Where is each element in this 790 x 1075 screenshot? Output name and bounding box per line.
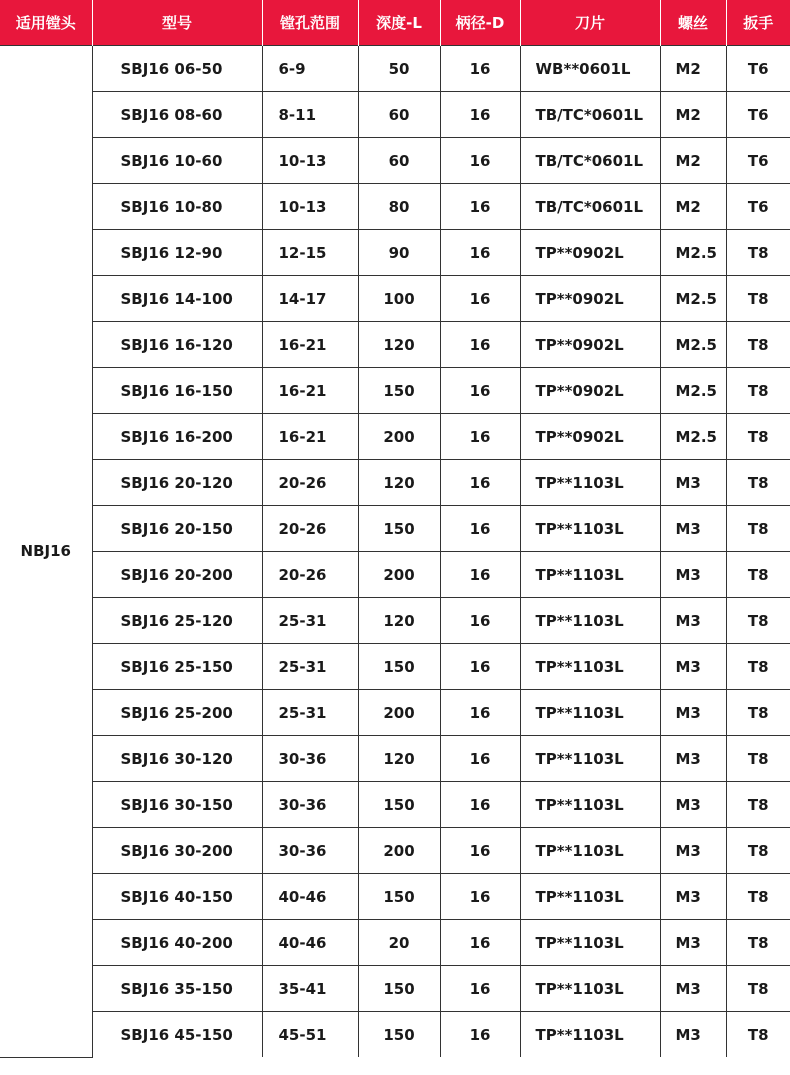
depth-cell: 120 <box>358 460 440 506</box>
depth-cell: 150 <box>358 368 440 414</box>
bore-range-cell: 10-13 <box>262 138 358 184</box>
wrench-cell: T8 <box>726 552 790 598</box>
boring-head-group-cell: NBJ16 <box>0 46 92 1058</box>
table-row <box>0 322 790 368</box>
bore-range-cell: 14-17 <box>262 276 358 322</box>
screw-cell: M3 <box>660 736 726 782</box>
screw-cell: M3 <box>660 966 726 1012</box>
insert-cell: TP**1103L <box>520 460 660 506</box>
shank-diameter-cell: 16 <box>440 782 520 828</box>
bore-range-cell: 30-36 <box>262 782 358 828</box>
depth-cell: 200 <box>358 690 440 736</box>
model-cell: SBJ16 30-120 <box>92 736 262 782</box>
insert-cell: TP**0902L <box>520 368 660 414</box>
screw-cell: M3 <box>660 460 726 506</box>
model-cell: SBJ16 06-50 <box>92 46 262 92</box>
bore-range-cell: 20-26 <box>262 552 358 598</box>
insert-cell: TP**1103L <box>520 1012 660 1058</box>
header-shank-diameter: 柄径-D <box>440 0 520 46</box>
shank-diameter-cell: 16 <box>440 138 520 184</box>
insert-cell: TP**1103L <box>520 782 660 828</box>
bore-range-cell: 30-36 <box>262 736 358 782</box>
screw-cell: M3 <box>660 782 726 828</box>
model-cell: SBJ16 40-150 <box>92 874 262 920</box>
bore-range-cell: 40-46 <box>262 920 358 966</box>
bore-range-cell: 8-11 <box>262 92 358 138</box>
screw-cell: M2.5 <box>660 322 726 368</box>
insert-cell: TP**1103L <box>520 874 660 920</box>
depth-cell: 120 <box>358 598 440 644</box>
model-cell: SBJ16 14-100 <box>92 276 262 322</box>
table-row <box>0 276 790 322</box>
table-row <box>0 460 790 506</box>
depth-cell: 150 <box>358 644 440 690</box>
shank-diameter-cell: 16 <box>440 690 520 736</box>
header-insert: 刀片 <box>520 0 660 46</box>
shank-diameter-cell: 16 <box>440 460 520 506</box>
model-cell: SBJ16 10-60 <box>92 138 262 184</box>
header-boring-head: 适用镗头 <box>0 0 92 46</box>
bore-range-cell: 35-41 <box>262 966 358 1012</box>
shank-diameter-cell: 16 <box>440 874 520 920</box>
depth-cell: 200 <box>358 828 440 874</box>
insert-cell: TB/TC*0601L <box>520 138 660 184</box>
table-row <box>0 46 790 92</box>
wrench-cell: T8 <box>726 874 790 920</box>
screw-cell: M2.5 <box>660 414 726 460</box>
bore-range-cell: 45-51 <box>262 1012 358 1058</box>
wrench-cell: T8 <box>726 460 790 506</box>
wrench-cell: T6 <box>726 184 790 230</box>
wrench-cell: T8 <box>726 644 790 690</box>
shank-diameter-cell: 16 <box>440 368 520 414</box>
table-row <box>0 874 790 920</box>
screw-cell: M3 <box>660 874 726 920</box>
depth-cell: 200 <box>358 552 440 598</box>
bore-range-cell: 10-13 <box>262 184 358 230</box>
table-row <box>0 644 790 690</box>
shank-diameter-cell: 16 <box>440 184 520 230</box>
depth-cell: 150 <box>358 506 440 552</box>
bore-range-cell: 12-15 <box>262 230 358 276</box>
insert-cell: TP**1103L <box>520 736 660 782</box>
header-row <box>0 0 790 46</box>
table-row <box>0 414 790 460</box>
depth-cell: 150 <box>358 966 440 1012</box>
bore-range-cell: 20-26 <box>262 506 358 552</box>
wrench-cell: T6 <box>726 46 790 92</box>
table-row <box>0 782 790 828</box>
insert-cell: TP**0902L <box>520 276 660 322</box>
bore-range-cell: 25-31 <box>262 598 358 644</box>
shank-diameter-cell: 16 <box>440 92 520 138</box>
insert-cell: WB**0601L <box>520 46 660 92</box>
model-cell: SBJ16 25-120 <box>92 598 262 644</box>
wrench-cell: T8 <box>726 920 790 966</box>
table-row <box>0 230 790 276</box>
bore-range-cell: 30-36 <box>262 828 358 874</box>
wrench-cell: T8 <box>726 414 790 460</box>
screw-cell: M3 <box>660 552 726 598</box>
shank-diameter-cell: 16 <box>440 230 520 276</box>
depth-cell: 60 <box>358 138 440 184</box>
table-row <box>0 598 790 644</box>
model-cell: SBJ16 16-200 <box>92 414 262 460</box>
shank-diameter-cell: 16 <box>440 506 520 552</box>
screw-cell: M3 <box>660 690 726 736</box>
insert-cell: TP**1103L <box>520 828 660 874</box>
insert-cell: TP**1103L <box>520 552 660 598</box>
insert-cell: TP**1103L <box>520 966 660 1012</box>
screw-cell: M2 <box>660 46 726 92</box>
wrench-cell: T6 <box>726 138 790 184</box>
depth-cell: 150 <box>358 874 440 920</box>
wrench-cell: T8 <box>726 368 790 414</box>
model-cell: SBJ16 40-200 <box>92 920 262 966</box>
table-body <box>0 46 790 1058</box>
shank-diameter-cell: 16 <box>440 46 520 92</box>
screw-cell: M3 <box>660 506 726 552</box>
shank-diameter-cell: 16 <box>440 598 520 644</box>
insert-cell: TP**1103L <box>520 598 660 644</box>
insert-cell: TP**1103L <box>520 506 660 552</box>
model-cell: SBJ16 20-120 <box>92 460 262 506</box>
model-cell: SBJ16 16-150 <box>92 368 262 414</box>
header-screw: 螺丝 <box>660 0 726 46</box>
insert-cell: TB/TC*0601L <box>520 184 660 230</box>
model-cell: SBJ16 25-150 <box>92 644 262 690</box>
depth-cell: 100 <box>358 276 440 322</box>
table-row <box>0 828 790 874</box>
screw-cell: M2 <box>660 138 726 184</box>
header-wrench: 扳手 <box>726 0 790 46</box>
wrench-cell: T8 <box>726 966 790 1012</box>
screw-cell: M2.5 <box>660 276 726 322</box>
wrench-cell: T8 <box>726 230 790 276</box>
model-cell: SBJ16 10-80 <box>92 184 262 230</box>
bore-range-cell: 25-31 <box>262 644 358 690</box>
shank-diameter-cell: 16 <box>440 828 520 874</box>
screw-cell: M3 <box>660 598 726 644</box>
screw-cell: M3 <box>660 1012 726 1058</box>
shank-diameter-cell: 16 <box>440 920 520 966</box>
table-row <box>0 184 790 230</box>
screw-cell: M3 <box>660 920 726 966</box>
wrench-cell: T8 <box>726 690 790 736</box>
table-row <box>0 506 790 552</box>
model-cell: SBJ16 45-150 <box>92 1012 262 1058</box>
insert-cell: TP**0902L <box>520 414 660 460</box>
screw-cell: M2.5 <box>660 368 726 414</box>
bore-range-cell: 25-31 <box>262 690 358 736</box>
table-row <box>0 552 790 598</box>
header-bore-range: 镗孔范围 <box>262 0 358 46</box>
bore-range-cell: 16-21 <box>262 322 358 368</box>
shank-diameter-cell: 16 <box>440 966 520 1012</box>
screw-cell: M2 <box>660 92 726 138</box>
shank-diameter-cell: 16 <box>440 414 520 460</box>
depth-cell: 90 <box>358 230 440 276</box>
insert-cell: TP**1103L <box>520 690 660 736</box>
shank-diameter-cell: 16 <box>440 276 520 322</box>
wrench-cell: T8 <box>726 598 790 644</box>
depth-cell: 80 <box>358 184 440 230</box>
bore-range-cell: 16-21 <box>262 368 358 414</box>
table-row <box>0 1012 790 1058</box>
depth-cell: 200 <box>358 414 440 460</box>
table-row <box>0 92 790 138</box>
wrench-cell: T6 <box>726 92 790 138</box>
shank-diameter-cell: 16 <box>440 1012 520 1058</box>
model-cell: SBJ16 12-90 <box>92 230 262 276</box>
wrench-cell: T8 <box>726 506 790 552</box>
depth-cell: 120 <box>358 736 440 782</box>
shank-diameter-cell: 16 <box>440 644 520 690</box>
table-row <box>0 966 790 1012</box>
model-cell: SBJ16 25-200 <box>92 690 262 736</box>
wrench-cell: T8 <box>726 828 790 874</box>
depth-cell: 150 <box>358 1012 440 1058</box>
model-cell: SBJ16 30-200 <box>92 828 262 874</box>
screw-cell: M2 <box>660 184 726 230</box>
table-row <box>0 690 790 736</box>
bore-range-cell: 40-46 <box>262 874 358 920</box>
insert-cell: TB/TC*0601L <box>520 92 660 138</box>
shank-diameter-cell: 16 <box>440 736 520 782</box>
shank-diameter-cell: 16 <box>440 552 520 598</box>
model-cell: SBJ16 08-60 <box>92 92 262 138</box>
wrench-cell: T8 <box>726 322 790 368</box>
header-model: 型号 <box>92 0 262 46</box>
insert-cell: TP**1103L <box>520 920 660 966</box>
table-row <box>0 920 790 966</box>
screw-cell: M3 <box>660 644 726 690</box>
model-cell: SBJ16 16-120 <box>92 322 262 368</box>
wrench-cell: T8 <box>726 1012 790 1058</box>
wrench-cell: T8 <box>726 782 790 828</box>
depth-cell: 20 <box>358 920 440 966</box>
depth-cell: 150 <box>358 782 440 828</box>
table-row <box>0 138 790 184</box>
screw-cell: M3 <box>660 828 726 874</box>
table-row <box>0 736 790 782</box>
insert-cell: TP**0902L <box>520 322 660 368</box>
depth-cell: 60 <box>358 92 440 138</box>
table-row <box>0 368 790 414</box>
screw-cell: M2.5 <box>660 230 726 276</box>
model-cell: SBJ16 30-150 <box>92 782 262 828</box>
model-cell: SBJ16 35-150 <box>92 966 262 1012</box>
bore-range-cell: 16-21 <box>262 414 358 460</box>
insert-cell: TP**0902L <box>520 230 660 276</box>
wrench-cell: T8 <box>726 276 790 322</box>
bore-range-cell: 20-26 <box>262 460 358 506</box>
insert-cell: TP**1103L <box>520 644 660 690</box>
depth-cell: 120 <box>358 322 440 368</box>
header-depth: 深度-L <box>358 0 440 46</box>
model-cell: SBJ16 20-200 <box>92 552 262 598</box>
shank-diameter-cell: 16 <box>440 322 520 368</box>
bore-range-cell: 6-9 <box>262 46 358 92</box>
depth-cell: 50 <box>358 46 440 92</box>
model-cell: SBJ16 20-150 <box>92 506 262 552</box>
wrench-cell: T8 <box>726 736 790 782</box>
